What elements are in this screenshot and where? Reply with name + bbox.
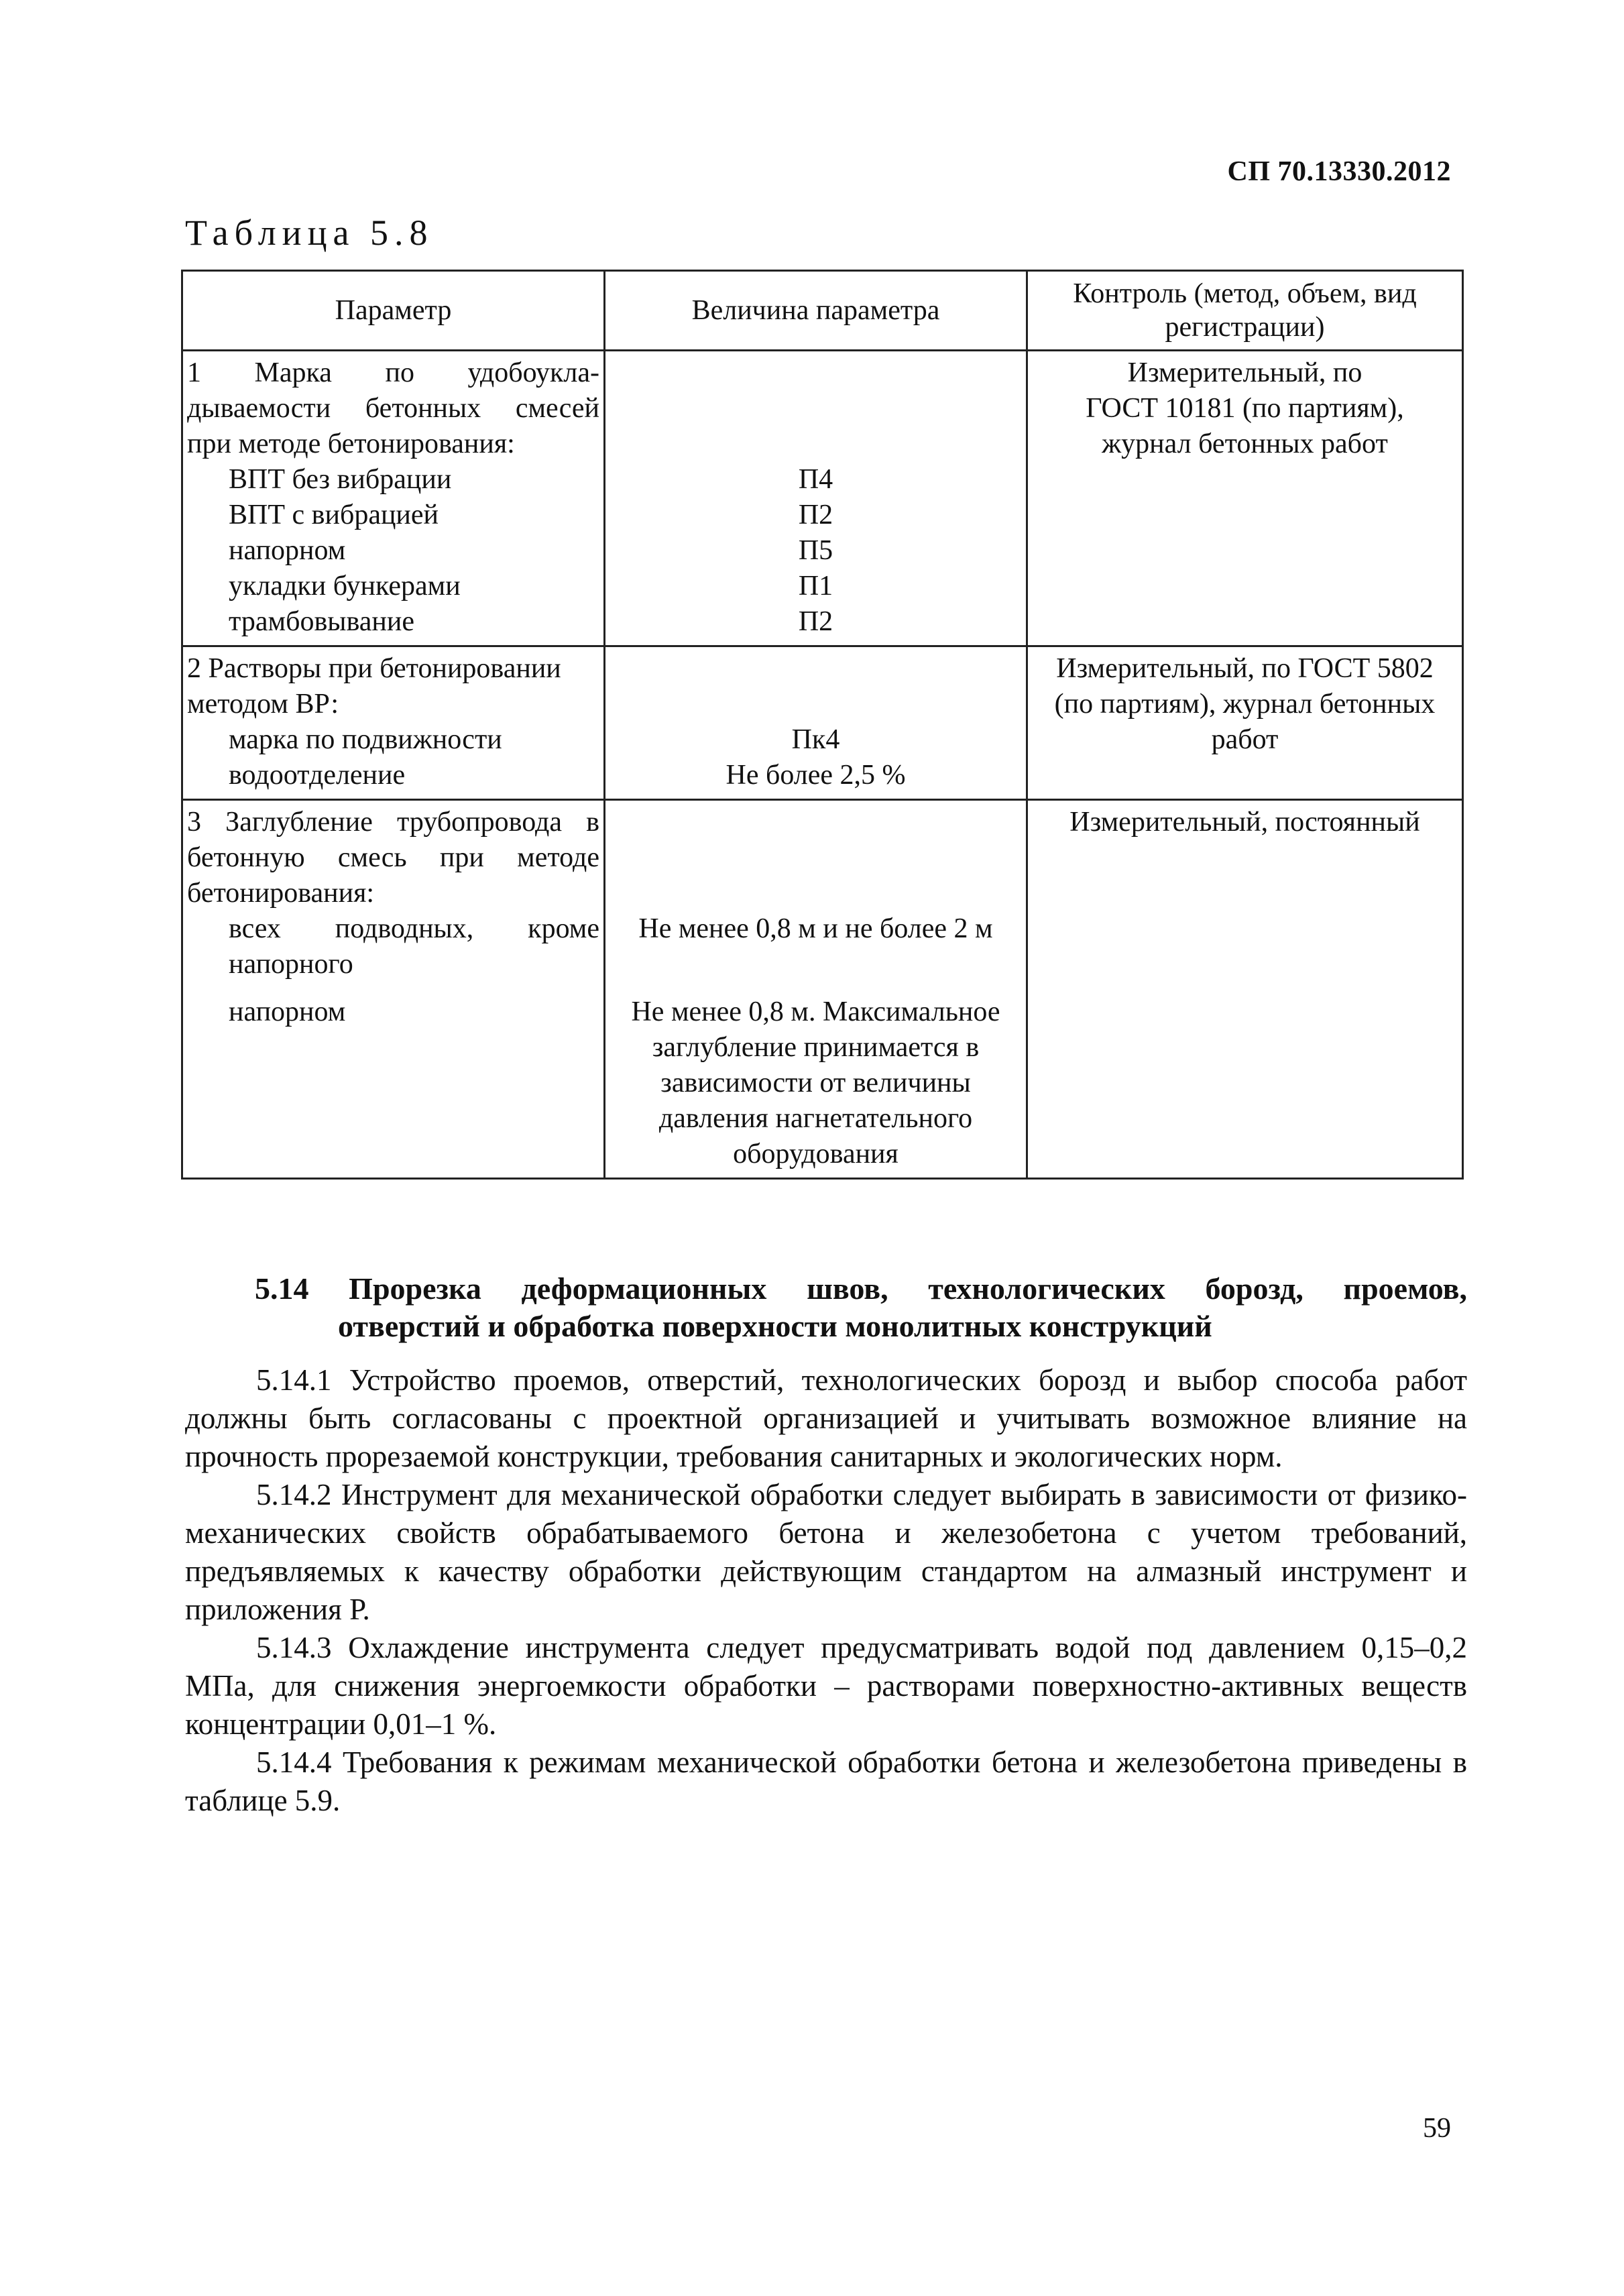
value-cell: [605, 351, 1027, 646]
table-header-row: [182, 271, 1463, 351]
parameter-title-line: 1 Марка по удобоукла-: [187, 357, 599, 388]
parameter-item: водоотделение: [229, 760, 406, 791]
parameter-item: трамбовывание: [229, 606, 415, 637]
header-parameter: Параметр: [182, 271, 605, 351]
parameter-cell: [182, 800, 605, 1179]
control-line: Измерительный, по ГОСТ 5802: [1056, 653, 1434, 684]
value-item: П2: [798, 606, 833, 637]
parameter-item: всех подводных, кроме: [229, 913, 599, 944]
table-row: [182, 646, 1463, 800]
value-item: давления нагнетательного: [658, 1103, 973, 1134]
parameters-table: [181, 270, 1464, 1180]
parameter-title-line: при методе бетонирования:: [187, 428, 515, 459]
control-line: Измерительный, по: [1127, 357, 1362, 388]
value-item: Не менее 0,8 м. Максимальное: [631, 996, 1000, 1027]
control-line: работ: [1211, 724, 1279, 755]
value-item: Не более 2,5 %: [726, 760, 906, 791]
control-line: Измерительный, постоянный: [1069, 807, 1420, 838]
value-cell: [605, 646, 1027, 800]
value-item: заглубление принимается в: [652, 1032, 980, 1063]
parameter-item: напорном: [229, 535, 346, 566]
parameter-title-line: дываемости бетонных смесей: [187, 393, 599, 424]
value-item: оборудования: [733, 1139, 898, 1169]
parameter-cell: [182, 351, 605, 646]
parameter-title-line: бетонную смесь при методе: [187, 842, 599, 873]
table-row: [182, 351, 1463, 646]
value-item: П4: [798, 464, 833, 495]
control-cell: [1027, 800, 1463, 1179]
parameter-title-line: 2 Растворы при бетонировании: [187, 653, 561, 684]
parameter-item: ВПТ без вибрации: [229, 464, 452, 495]
paragraph: 5.14.2 Инструмент для механической обработки следует выбирать в зависимости от физико-механических свойств обрабатываемого бетона и железобетона с учетом требований, предъявляемых к качеству обработки действующим стандартом на алмазный инструмент и приложения Р.: [185, 1478, 1467, 1626]
page-number: 59: [1423, 2113, 1451, 2144]
value-item: П5: [798, 535, 833, 566]
section-body: [185, 1361, 1467, 1820]
document-code: СП 70.13330.2012: [1227, 156, 1451, 187]
table-row: [182, 800, 1463, 1179]
parameter-item: укладки бункерами: [229, 571, 461, 601]
parameter-item: марка по подвижности: [229, 724, 502, 755]
header-value: Величина параметра: [605, 271, 1027, 351]
parameter-item: ВПТ с вибрацией: [229, 500, 439, 530]
value-item: П2: [798, 500, 833, 530]
control-line: (по партиям), журнал бетонных: [1054, 689, 1436, 720]
paragraph: 5.14.4 Требования к режимам механической обработки бетона и железобетона приведены в таблице 5.9.: [185, 1745, 1467, 1817]
control-line: ГОСТ 10181 (по партиям),: [1086, 393, 1404, 424]
section-heading-line: 5.14 Прорезка деформационных швов, технологических борозд, проемов,: [255, 1271, 1467, 1306]
section-heading-line: отверстий и обработка поверхности монолитных конструкций: [338, 1309, 1212, 1343]
parameter-title-line: методом ВР:: [187, 689, 339, 720]
value-item: зависимости от величины: [660, 1068, 971, 1098]
parameter-item: напорном: [229, 996, 346, 1027]
table-caption: Таблица 5.8: [185, 213, 434, 253]
control-line: журнал бетонных работ: [1102, 428, 1388, 459]
value-item: Не менее 0,8 м и не более 2 м: [638, 913, 993, 944]
parameter-title-line: бетонирования:: [187, 878, 375, 909]
control-cell: [1027, 646, 1463, 800]
section-heading: [255, 1270, 1467, 1345]
header-control: Контроль (метод, объем, вид регистрации): [1027, 271, 1463, 351]
parameter-item: напорного: [229, 949, 353, 980]
paragraph: 5.14.1 Устройство проемов, отверстий, технологических борозд и выбор способа работ должны быть согласованы с проектной организацией и учитывать возможное влияние на прочность прорезаемой конструкции, требования санитарных и экологических норм.: [185, 1363, 1467, 1473]
value-item: П1: [798, 571, 833, 601]
parameter-cell: [182, 646, 605, 800]
paragraph: 5.14.3 Охлаждение инструмента следует предусматривать водой под давлением 0,15–0,2 МПа, для снижения энергоемкости обработки – растворами поверхностно-активных веществ концентрации 0,01–1 %.: [185, 1631, 1467, 1741]
parameter-title-line: 3 Заглубление трубопровода в: [187, 807, 599, 838]
value-item: Пк4: [791, 724, 840, 755]
control-cell: [1027, 351, 1463, 646]
value-cell: [605, 800, 1027, 1179]
